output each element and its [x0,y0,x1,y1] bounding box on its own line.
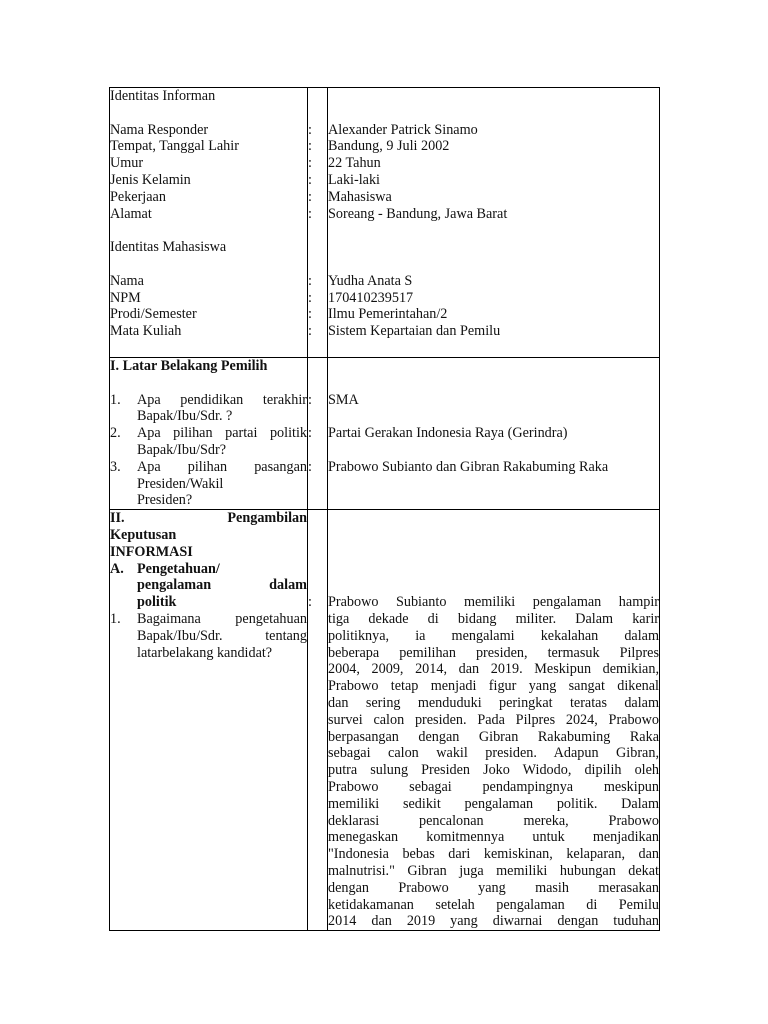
informan-heading: Identitas Informan [110,88,216,104]
section2-colon-cell [308,510,328,931]
mahasiswa-label: Nama [110,272,144,289]
informan-label: Nama Responder [110,121,209,138]
answer-text: Partai Gerakan Indonesia Raya (Gerindra) [328,425,568,442]
mahasiswa-label: NPM [110,289,141,306]
section2-heading-line: INFORMASI [110,543,193,560]
mahasiswa-heading: Identitas Mahasiswa [110,239,227,256]
mahasiswa-label: Mata Kuliah [110,323,182,340]
mahasiswa-value: Yudha Anata S [328,272,413,289]
section2-heading-line: Keputusan [110,526,177,543]
colon: : [308,272,312,289]
answer-line: 2004, 2009, 2014, dan 2019. Meskipun demikian, [328,661,659,678]
answer-line: survei calon presiden. Pada Pilpres 2024, Prabowo [328,711,659,728]
mahasiswa-value: 170410239517 [328,289,414,306]
colon: : [308,121,312,138]
colon: : [308,188,312,205]
answer-line: Prabowo tetap menjadi figur yang sangat dikenal [328,678,659,695]
answer-line: berpasangan dengan Gibran Rakabuming Raka [328,728,659,745]
answer-line: ketidakamanan setelah pengalaman di Pemilu [328,896,659,913]
section1-row [110,358,660,510]
answer-line: Prabowo Subianto memiliki pengalaman hampir [328,594,659,611]
informan-value: 22 Tahun [328,155,381,172]
section1-colon-cell [308,358,328,510]
answer-line: beberapa pemilihan presiden, termasuk Pilpres [328,644,659,661]
colon: : [308,138,312,155]
answer-line: malnutrisi." Gibran juga memiliki hubungan dekat [328,862,659,879]
answer-line: sebagai calon wakil presiden. Adapun Gibran, [328,745,659,762]
colon: : [308,594,312,611]
answer-line: dan sering menduduki peringkat teratas dalam [328,694,659,711]
answer-line: dengan Prabowo yang masih merasakan [328,879,659,896]
colon: : [308,425,312,442]
answer-line: putra sulung Presiden Joko Widodo, dipilih oleh [328,762,659,779]
answer-line: "Indonesia bebas dari kemiskinan, kelaparan, dan [328,846,659,863]
colon: : [308,289,312,306]
answer-line: menegaskan komitmennya untuk menjadikan [328,829,659,846]
informan-label: Alamat [110,205,152,222]
colon: : [308,391,312,408]
section2-answer-cell [328,510,660,931]
answer-line: Prabowo sebagai pendampingnya meskipun [328,778,659,795]
informan-value: Alexander Patrick Sinamo [328,121,478,138]
informan-label: Pekerjaan [110,188,166,205]
informan-label: Jenis Kelamin [110,171,191,188]
section1-heading: I. Latar Belakang Pemilih [110,358,268,374]
section2-row [110,510,660,931]
colon: : [308,155,312,172]
informan-label: Tempat, Tanggal Lahir [110,138,239,155]
question-item: 2. Apa pilihan partai politik Bapak/Ibu/Sdr? [110,425,307,458]
question-item: 3. Apa pilihan pasangan Presiden/Wakil Presiden? [110,458,307,509]
identity-row [110,88,660,358]
question-item: 1. Apa pendidikan terakhir Bapak/Ibu/Sdr. ? [110,391,307,425]
identity-labels-cell [110,88,308,358]
colon: : [308,323,312,340]
colon: : [308,458,312,475]
subsection-a: A. Pengetahuan/ pengalaman dalam politik [110,560,307,611]
mahasiswa-label: Prodi/Semester [110,306,197,323]
answer-text: SMA [328,391,359,408]
informan-value: Laki-laki [328,171,380,188]
answer-line: 2014 dan 2019 yang diwarnai dengan tuduhan [328,913,659,930]
answer-line: tiga dekade di bidang militer. Dalam karir [328,610,659,627]
colon: : [308,306,312,323]
informan-value: Soreang - Bandung, Jawa Barat [328,205,508,222]
identity-values-cell [328,88,660,358]
informan-label: Umur [110,155,144,172]
informan-value: Mahasiswa [328,188,392,205]
answer-line: politiknya, ia mengalami kekalahan dalam [328,627,659,644]
answer-line: memiliki sedikit pengalaman politik. Dalam [328,795,659,812]
identity-colon-cell [308,88,328,358]
colon: : [308,205,312,222]
section1-questions-cell [110,358,308,510]
mahasiswa-value: Sistem Kepartaian dan Pemilu [328,323,501,340]
interview-form-table [109,87,660,931]
mahasiswa-value: Ilmu Pemerintahan/2 [328,306,448,323]
informan-value: Bandung, 9 Juli 2002 [328,138,450,155]
section2-heading: II. Pengambilan [110,510,307,527]
section2-questions-cell [110,510,308,931]
answer-text: Prabowo Subianto dan Gibran Rakabuming Raka [328,458,609,475]
answer-line: deklarasi pencalonan mereka, Prabowo [328,812,659,829]
colon: : [308,171,312,188]
question-item: 1. Bagaimana pengetahuan Bapak/Ibu/Sdr. tentang latarbelakang kandidat? [110,610,307,661]
long-answer-text [328,594,659,930]
section1-answers-cell [328,358,660,510]
